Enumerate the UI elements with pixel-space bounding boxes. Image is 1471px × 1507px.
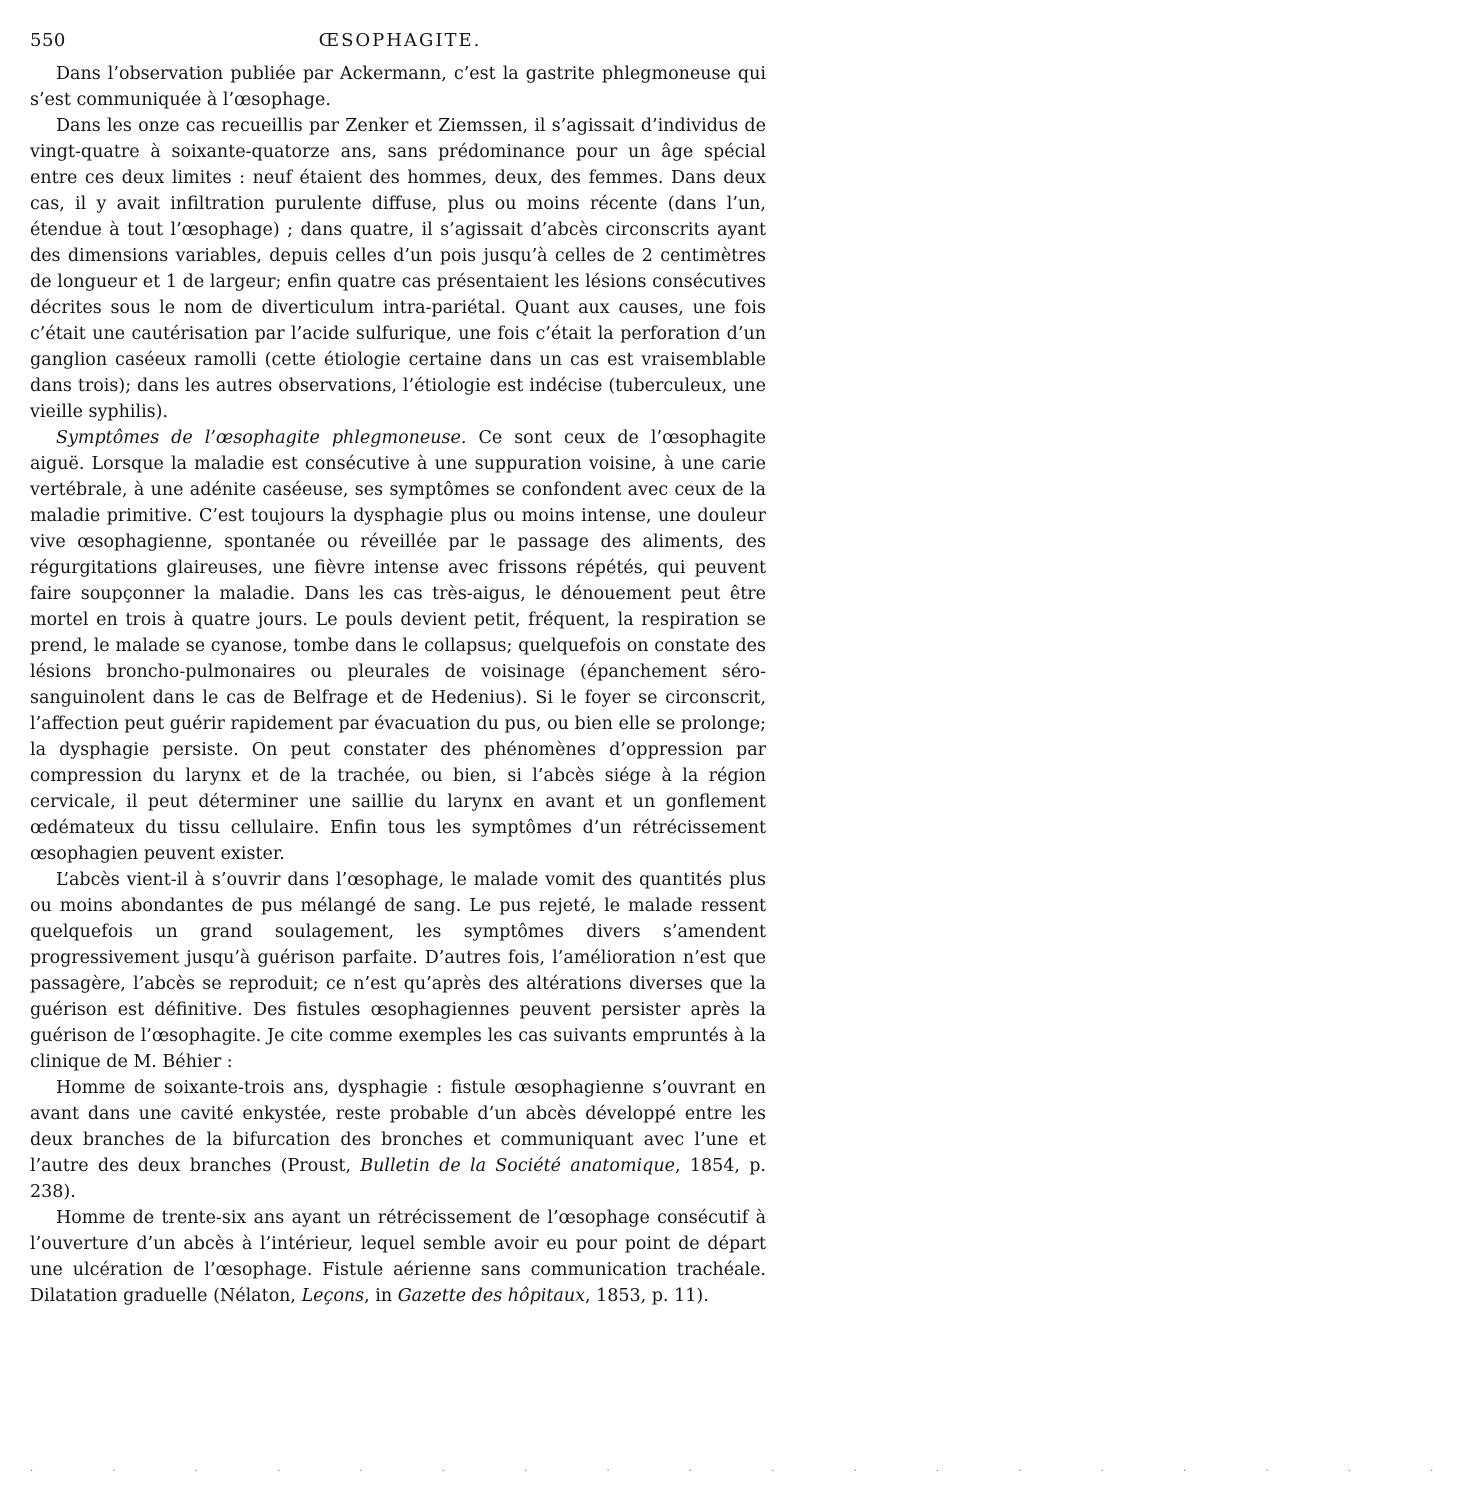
paragraph-symptomes-text: Ce sont ceux de l’œsophagite aiguë. Lorsque la maladie est consécutive à une suppuration voisine, à une carie vertébrale, à une adénite caséeuse, ses symptômes se confondent avec ceux de la maladie primitive. C’est toujours la dysphagie plus ou moins intense, une douleur vive œsophagienne, spontanée ou réveillée par le passage des aliments, des régurgitations glaireuses, une fièvre intense avec frissons répétés, qui peuvent faire soupçonner la maladie. Dans les cas très-aigus, le dénouement peut être mortel en trois à quatre jours. Le pouls devient petit, fréquent, la respiration se prend, le malade se cyanose, tombe dans le collapsus; quelquefois on constate des lésions broncho-pulmonaires ou pleurales de voisinage (épanchement séro-sanguinolent dans le cas de Belfrage et de Hedenius). Si le foyer se circonscrit, l’affection peut guérir rapidement par évacuation du pus, ou bien elle se prolonge; la dysphagie persiste. On peut constater des phénomènes d’oppression par compression du larynx et de la trachée, ou bien, si l’abcès siége à la région cervicale, il peut déterminer une saillie du larynx en avant et un gonflement œdémateux du tissu cellulaire. Enfin tous les symptômes d’un rétrécissement œsophagien peuvent exister. [30,428,766,864]
print-artifact-dots: · · · · · · · · · · · · · · · · · · [30,1466,1471,1477]
case-trente-six [30,1205,766,1309]
case-soixante-trois [30,1075,766,1205]
section-heading-symptomes: Symptômes de l’œsophagite phlegmoneuse. [56,428,467,448]
case-soixante-trois-text: Homme de soixante-trois ans, dysphagie : fistule œsophagienne s’ouvrant en avant dans une cavité enkystée, reste probable d’un abcès développé entre les deux branches de la bifurcation des bronches et communiquant avec l’une et l’autre des deux branches (Proust, [30,1078,766,1176]
case-soixante-trois-end: , 1854, p. 238). [30,1156,766,1202]
citation-gazette: Gazette des hôpitaux [397,1286,585,1306]
paragraph-abces: L’abcès vient-il à s’ouvrir dans l’œsophage, le malade vomit des quantités plus ou moins abondantes de pus mélangé de sang. Le pus rejeté, le malade ressent quelquefois un grand soulagement, les symptômes divers s’amendent progressivement jusqu’à guérison parfaite. D’autres fois, l’amélioration n’est que passagère, l’abcès se reproduit; ce n’est qu’après des altérations diverses que la guérison est définitive. Des fistules œsophagiennes peuvent persister après la guérison de l’œsophagite. Je cite comme exemples les cas suivants empruntés à la clinique de M. Béhier : [30,870,766,1072]
running-head: ŒSOPHAGITE. [318,30,482,51]
citation-bulletin: Bulletin de la Société anatomique [360,1156,675,1176]
paragraph-ackermann: Dans l’observation publiée par Ackermann, c’est la gastrite phlegmoneuse qui s’est communiquée à l’œsophage. [30,64,766,110]
case-trente-six-text: Homme de trente-six ans ayant un rétrécissement de l’œsophage consécutif à l’ouverture d’un abcès à l’intérieur, lequel semble avoir eu pour point de départ une ulcération de l’œsophage. Fistule aérienne sans communication trachéale. Dilatation graduelle (Nélaton, [30,1208,766,1306]
citation-lecons: Leçons [301,1286,365,1306]
paragraph-zenker-ziemssen: Dans les onze cas recueillis par Zenker et Ziemssen, il s’agissait d’individus de vingt-quatre à soixante-quatorze ans, sans prédominance pour un âge spécial entre ces deux limites : neuf étaient des hommes, deux, des femmes. Dans deux cas, il y avait infiltration purulente diffuse, plus ou moins récente (dans l’un, étendue à tout l’œsophage) ; dans quatre, il s’agissait d’abcès circonscrits ayant des dimensions variables, depuis celles d’un pois jusqu’à celles de 2 centimètres de longueur et 1 de largeur; enfin quatre cas présentaient les lésions consécutives décrites sous le nom de diverticulum intra-pariétal. Quant aux causes, une fois c’était une cautérisation par l’acide sulfurique, une fois c’était la perforation d’un ganglion caséeux ramolli (cette étiologie certaine dans un cas est vraisemblable dans trois); dans les autres observations, l’étiologie est indécise (tuberculeux, une vieille syphilis). [30,116,766,422]
paragraph-symptomes [30,425,766,867]
case-trente-six-mid: , in [364,1286,398,1306]
body-text [30,61,766,1309]
page-number: 550 [30,30,66,51]
case-trente-six-end: , 1853, p. 11). [585,1286,709,1306]
page-header [30,30,770,56]
